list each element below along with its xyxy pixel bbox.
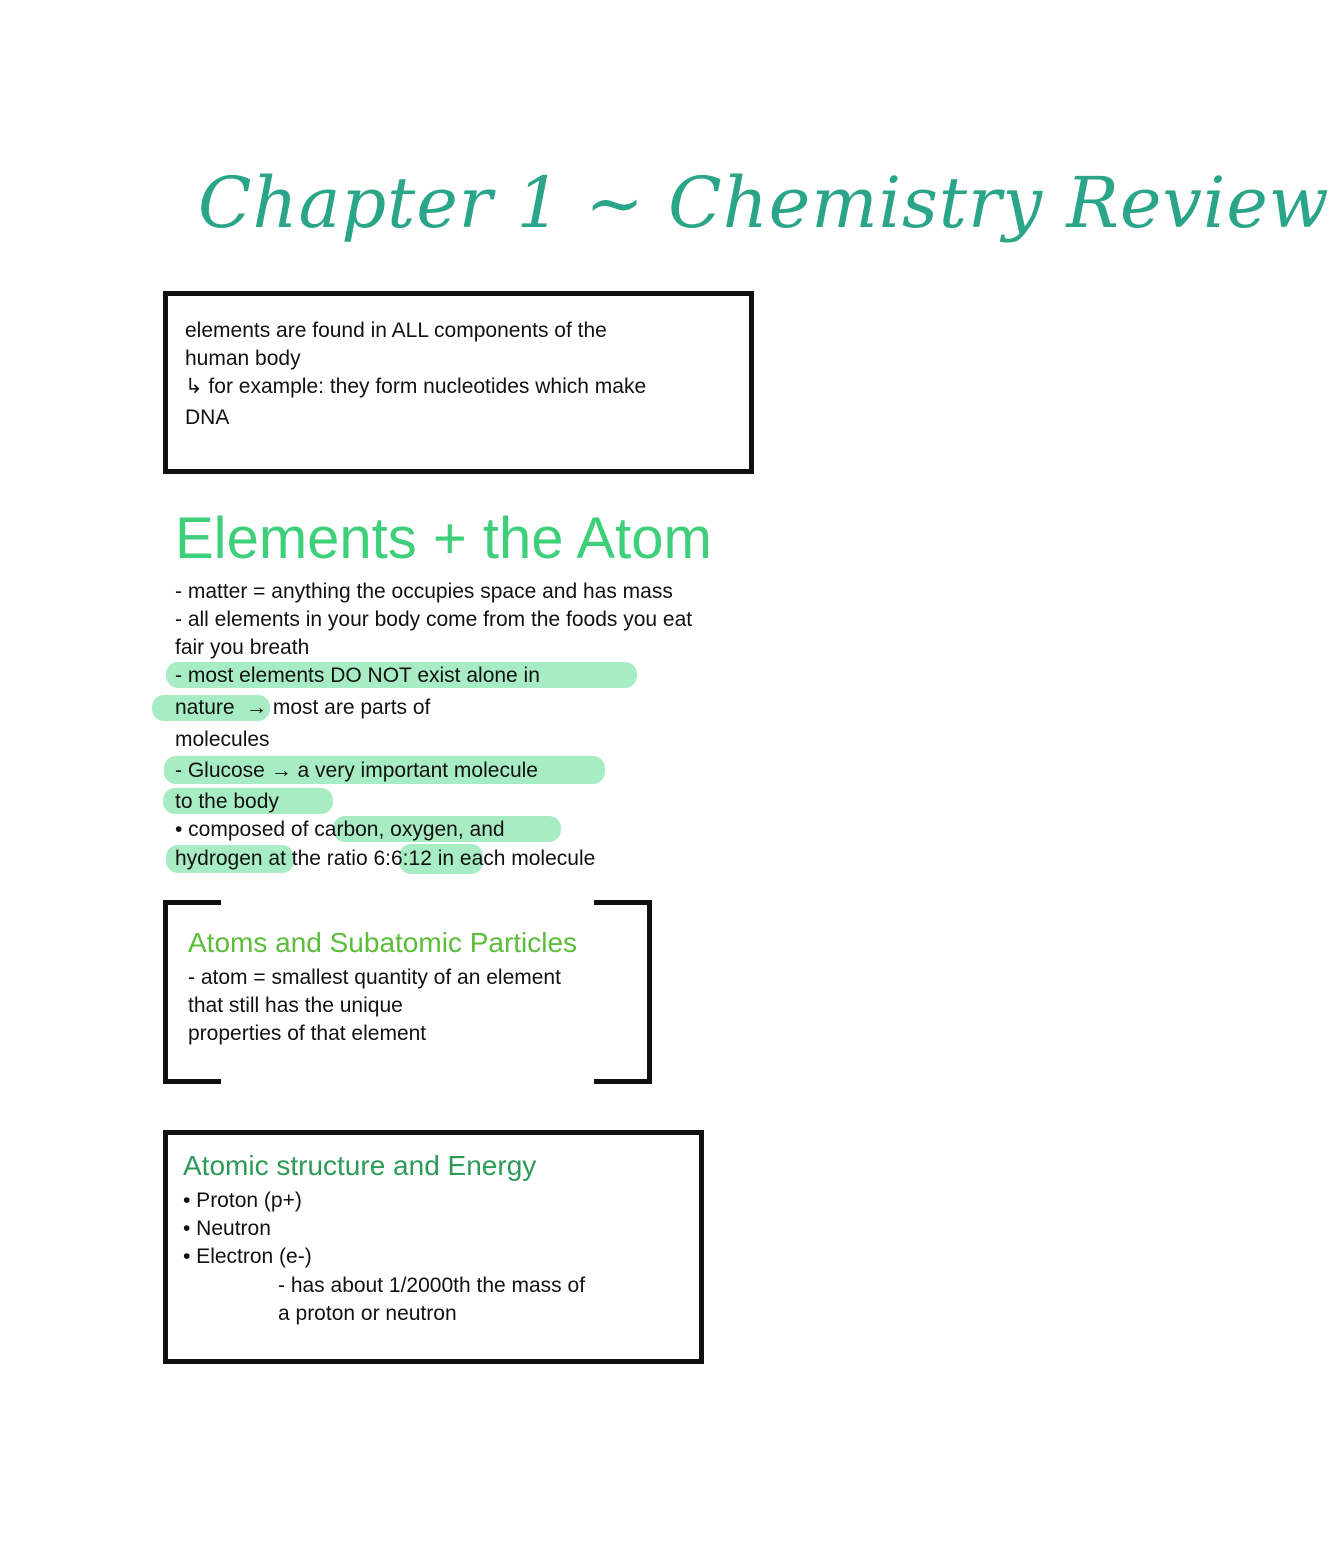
elements-line-1: - matter = anything the occupies space and has mass	[175, 580, 673, 603]
elements-line-5a: nature	[175, 696, 235, 719]
intro-line-2: human body	[185, 347, 301, 370]
page-title: Chapter 1 ~ Chemistry Review	[198, 162, 1330, 244]
elements-line-5b: → most are parts of	[246, 696, 431, 719]
bracket-right	[594, 900, 652, 1084]
structure-item-neutron: • Neutron	[183, 1217, 271, 1240]
atoms-line-3: properties of that element	[188, 1022, 427, 1045]
elements-line-3: fair you breath	[175, 636, 310, 659]
elements-line-10c: 6:6:12	[373, 847, 432, 870]
intro-line-3: ↳ for example: they form nucleotides which make	[185, 375, 647, 398]
structure-heading: Atomic structure and Energy	[183, 1150, 537, 1181]
structure-item-proton: • Proton (p+)	[183, 1189, 302, 1212]
atoms-heading: Atoms and Subatomic Particles	[188, 927, 578, 958]
elements-line-4: - most elements DO NOT exist alone in	[175, 664, 540, 687]
intro-line-1: elements are found in ALL components of the	[185, 319, 607, 342]
intro-line-4: DNA	[185, 406, 230, 429]
elements-line-10a: hydrogen	[175, 847, 263, 870]
elements-line-2: - all elements in your body come from the foods you eat	[175, 608, 693, 631]
elements-line-6: molecules	[175, 728, 270, 751]
elements-heading: Elements + the Atom	[175, 506, 712, 571]
elements-line-10d: in each molecule	[431, 847, 596, 870]
elements-line-9	[175, 816, 505, 844]
elements-line-9b: carbon, oxygen, and	[314, 818, 505, 841]
atoms-line-2: that still has the unique	[188, 994, 403, 1017]
structure-sub-2: a proton or neutron	[278, 1302, 457, 1325]
elements-line-10	[175, 845, 595, 873]
elements-line-9a: • composed of	[175, 818, 315, 841]
elements-line-8: to the body	[175, 790, 279, 813]
structure-sub-1: - has about 1/2000th the mass of	[278, 1274, 586, 1297]
atoms-line-1: - atom = smallest quantity of an element	[188, 966, 561, 989]
elements-line-10b: at the ratio	[262, 847, 374, 870]
structure-item-electron: • Electron (e-)	[183, 1245, 312, 1268]
elements-line-7: - Glucose → a very important molecule	[175, 759, 538, 782]
